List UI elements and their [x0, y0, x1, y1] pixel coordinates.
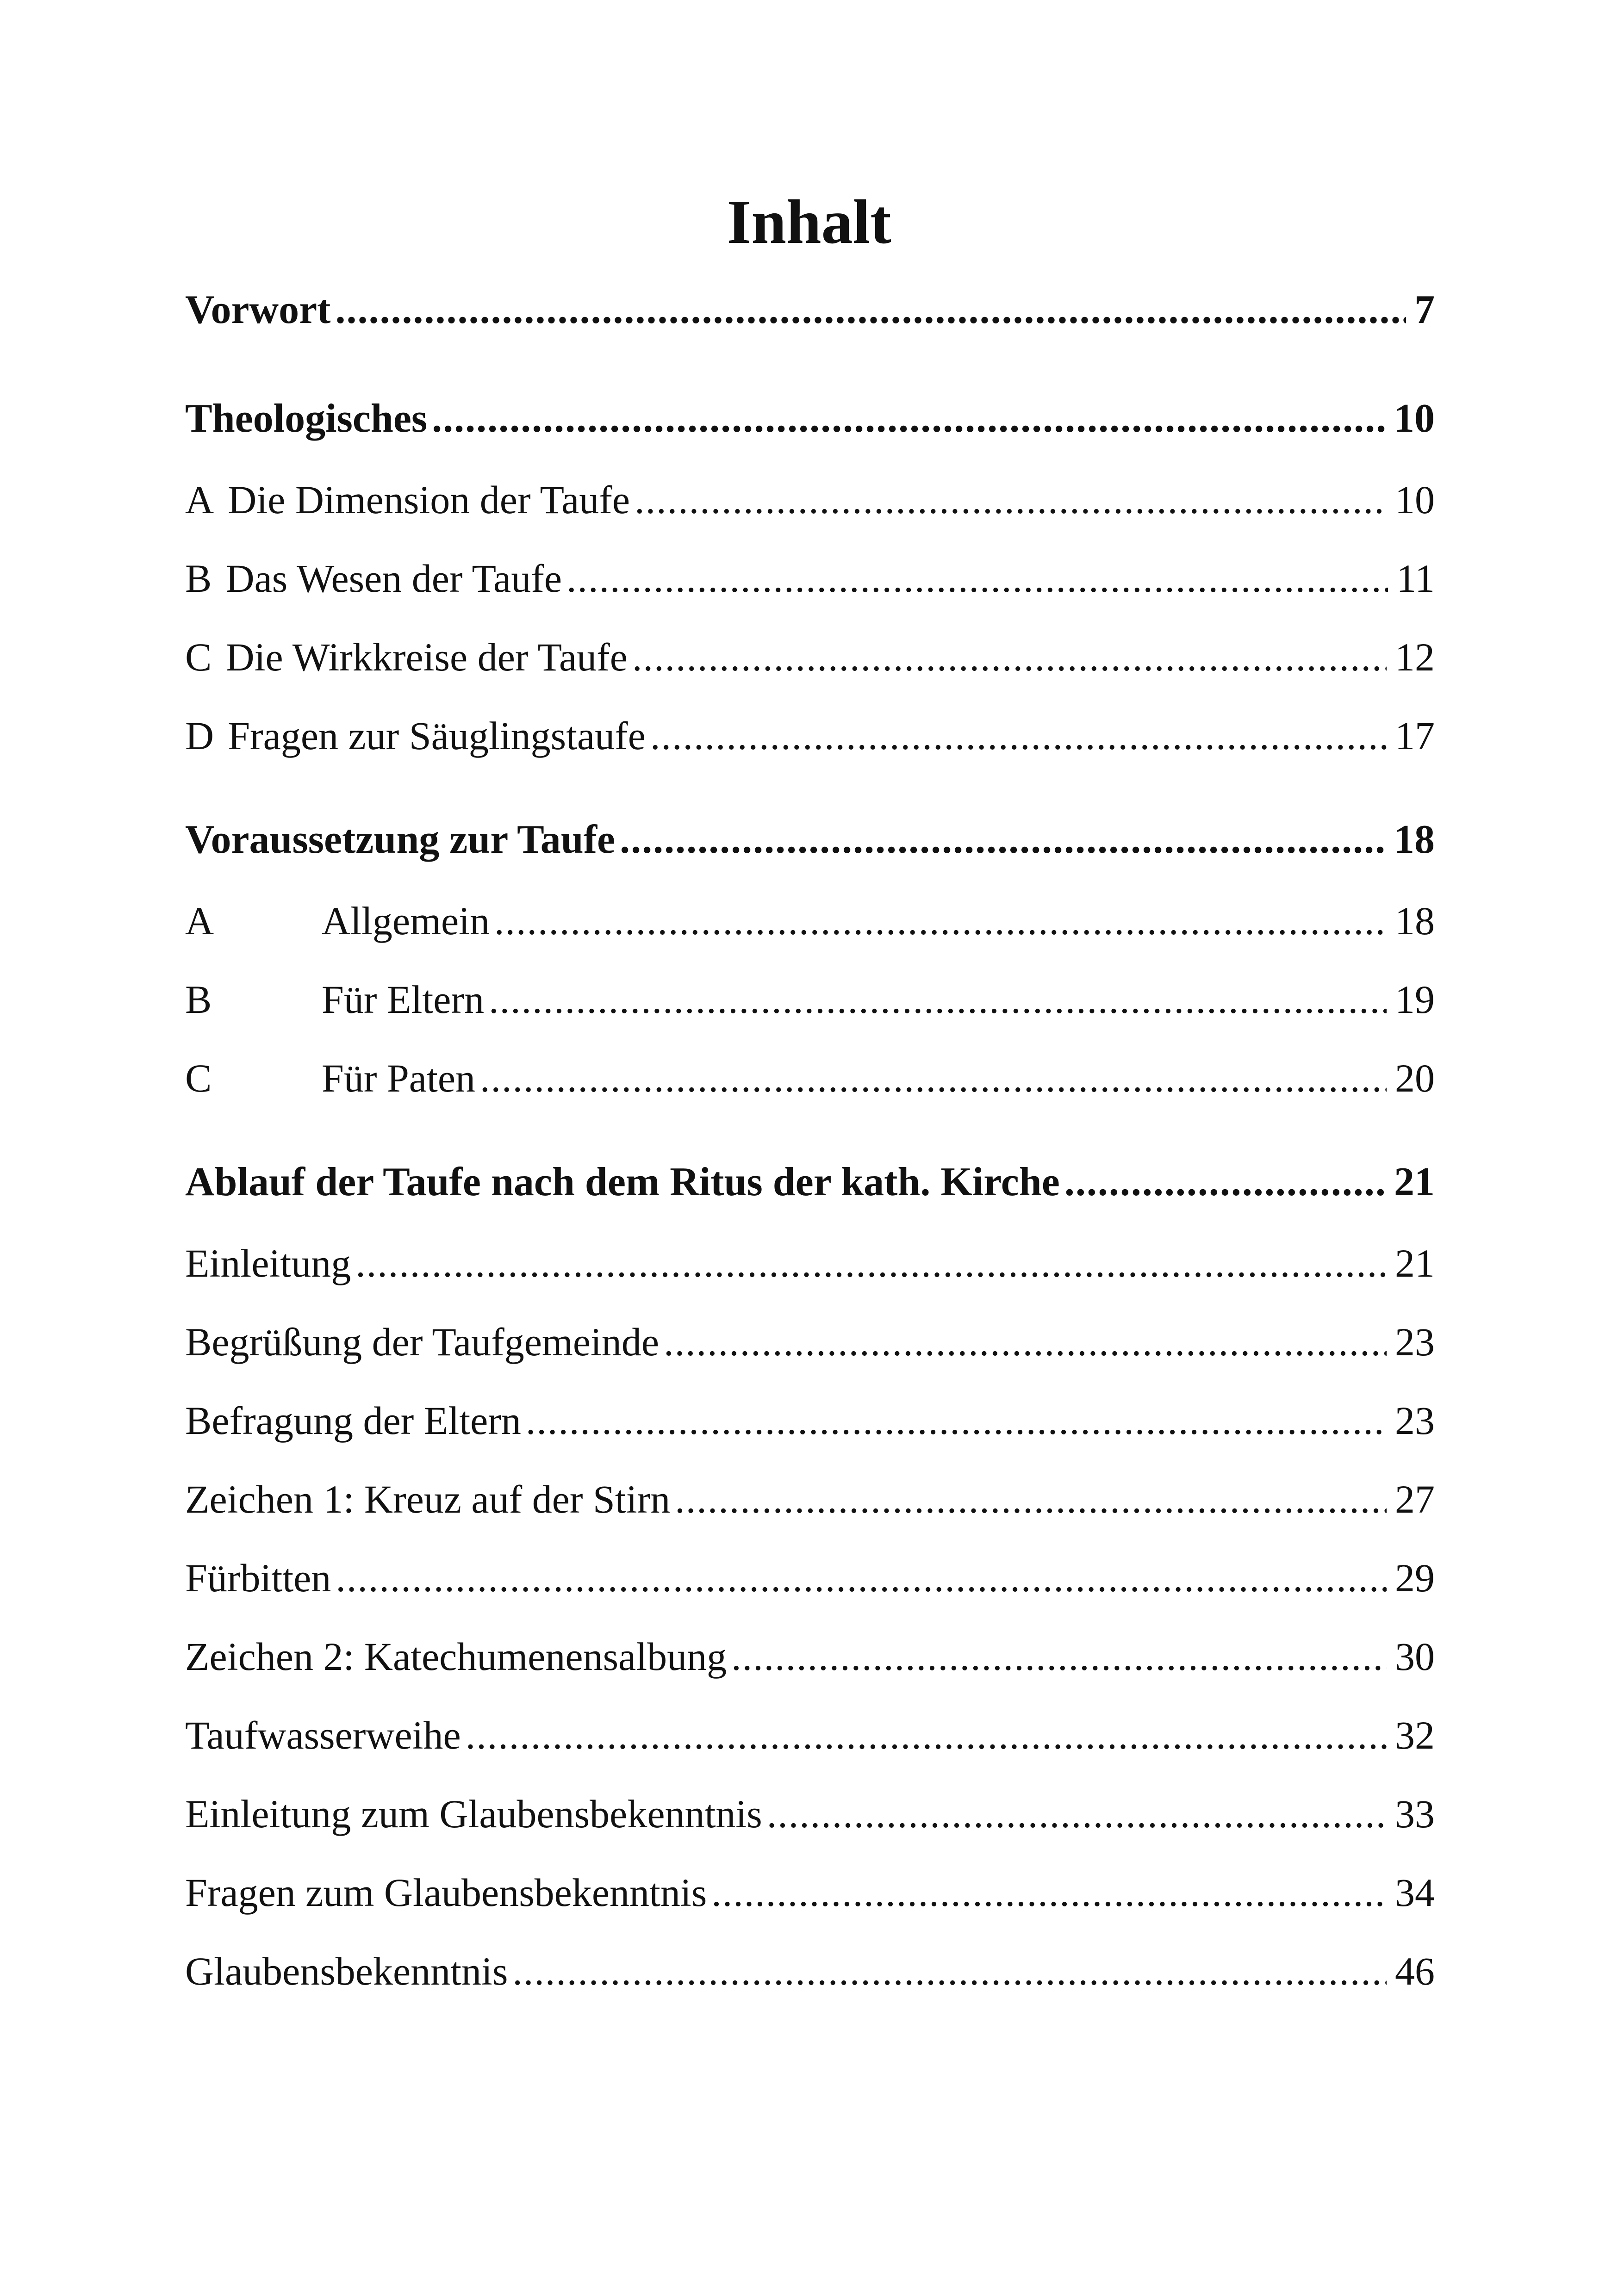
toc-item[interactable] [185, 1050, 1435, 1106]
toc-item[interactable] [185, 1865, 1435, 1920]
toc-item-text [185, 551, 562, 606]
toc-page-number: 23 [1395, 1398, 1435, 1443]
toc-item-label: Die Wirkkreise der Taufe [225, 635, 628, 679]
toc-item[interactable] [185, 972, 1435, 1027]
toc-section-theologisches[interactable] [185, 391, 1435, 447]
toc-leader-dots [1064, 1154, 1386, 1210]
toc-leader-dots [336, 1550, 1387, 1606]
toc-page-number: 23 [1395, 1320, 1435, 1364]
toc-item-label: Begrüßung der Taufgemeinde [185, 1320, 660, 1364]
page-title: Inhalt [727, 187, 891, 257]
toc-leader-dots [731, 1629, 1387, 1684]
toc-item[interactable] [185, 472, 1435, 527]
toc-section-voraussetzung[interactable] [185, 812, 1435, 868]
toc-item[interactable] [185, 1393, 1435, 1448]
toc-item[interactable] [185, 1235, 1435, 1291]
toc-leader-dots [489, 972, 1387, 1027]
toc-leader-dots [335, 282, 1406, 338]
toc-item-label: Allgemein [322, 899, 490, 943]
toc-item-label: Zeichen 1: Kreuz auf der Stirn [185, 1477, 671, 1521]
toc-leader-dots [711, 1865, 1387, 1920]
toc-item-text [185, 472, 630, 527]
toc-section-label: Ablauf der Taufe nach dem Ritus der kath. Kirche [185, 1160, 1060, 1204]
toc-section-label: Theologisches [185, 396, 428, 441]
toc-item-text [185, 629, 628, 685]
toc-page-number: 27 [1395, 1477, 1435, 1521]
toc-page-number: 17 [1395, 714, 1435, 758]
toc-item-label: Fragen zur Säuglingstaufe [228, 714, 646, 758]
toc-item[interactable] [185, 551, 1435, 606]
toc-item-text [185, 893, 490, 949]
toc-item-text [185, 972, 484, 1027]
toc-item-label: Die Dimension der Taufe [228, 478, 630, 522]
toc-section-ablauf[interactable] [185, 1154, 1435, 1210]
toc-item-label: Das Wesen der Taufe [225, 556, 562, 601]
toc-page-number: 10 [1395, 478, 1435, 522]
toc-leader-dots [466, 1707, 1387, 1763]
toc-item-label: Befragung der Eltern [185, 1398, 521, 1443]
toc-item-letter: A [185, 899, 214, 943]
toc-item-text [185, 1050, 475, 1106]
toc-item[interactable] [185, 1314, 1435, 1370]
toc-page-number: 33 [1395, 1792, 1435, 1836]
toc-leader-dots [664, 1314, 1387, 1370]
toc-item[interactable] [185, 1943, 1435, 1999]
toc-leader-dots [675, 1471, 1387, 1527]
toc-item-label: Glaubensbekenntnis [185, 1949, 508, 1993]
toc-leader-dots [432, 391, 1386, 447]
toc-section-vorwort[interactable] [185, 282, 1435, 338]
toc-leader-dots [480, 1050, 1387, 1106]
toc-item[interactable] [185, 708, 1435, 763]
toc-item[interactable] [185, 1629, 1435, 1684]
toc-page-number: 30 [1395, 1634, 1435, 1679]
toc-page-number: 10 [1394, 396, 1435, 441]
toc-item-letter: C [185, 1056, 212, 1100]
toc-page-number: 21 [1394, 1160, 1435, 1204]
toc-item-letter: A [185, 478, 214, 522]
toc-item[interactable] [185, 1471, 1435, 1527]
toc-leader-dots [526, 1393, 1387, 1448]
toc-page-number: 11 [1396, 556, 1435, 601]
toc-leader-dots [494, 893, 1387, 949]
toc-item-label: Für Eltern [322, 977, 485, 1022]
toc-page-number: 29 [1395, 1556, 1435, 1600]
toc-item[interactable] [185, 629, 1435, 685]
toc-item-label: Einleitung zum Glaubensbekenntnis [185, 1792, 762, 1836]
toc-item[interactable] [185, 893, 1435, 949]
toc-item-letter: B [185, 977, 212, 1022]
toc-page-number: 20 [1395, 1056, 1435, 1100]
toc-leader-dots [767, 1786, 1387, 1842]
toc-leader-dots [620, 812, 1386, 868]
toc-item-letter: B [185, 556, 212, 601]
toc-page-number: 18 [1394, 817, 1435, 862]
toc-leader-dots [635, 472, 1387, 527]
toc-page-number: 19 [1395, 977, 1435, 1022]
toc-page-number: 34 [1395, 1870, 1435, 1915]
toc-item-label: Für Paten [322, 1056, 476, 1100]
toc-item-text [185, 708, 646, 763]
toc-item-label: Taufwasserweihe [185, 1713, 461, 1757]
toc-item-label: Zeichen 2: Katechumenensalbung [185, 1634, 727, 1679]
toc-item-label: Fragen zum Glaubensbekenntnis [185, 1870, 707, 1915]
toc-item-letter: C [185, 635, 212, 679]
toc-page-number: 18 [1395, 899, 1435, 943]
toc-page-number: 46 [1395, 1949, 1435, 1993]
toc-section-label: Voraussetzung zur Taufe [185, 817, 616, 862]
toc-item-letter: D [185, 714, 214, 758]
toc-page-number: 21 [1395, 1241, 1435, 1285]
toc-item[interactable] [185, 1786, 1435, 1842]
toc-item[interactable] [185, 1550, 1435, 1606]
toc-leader-dots [355, 1235, 1387, 1291]
toc-leader-dots [650, 708, 1387, 763]
toc-item[interactable] [185, 1707, 1435, 1763]
toc-leader-dots [632, 629, 1387, 685]
toc-item-label: Einleitung [185, 1241, 351, 1285]
toc-page-number: 7 [1414, 287, 1435, 332]
toc-page-number: 32 [1395, 1713, 1435, 1757]
toc-section-label: Vorwort [185, 287, 331, 332]
toc-page-number: 12 [1395, 635, 1435, 679]
toc-leader-dots [512, 1943, 1387, 1999]
toc-leader-dots [566, 551, 1388, 606]
toc-item-label: Fürbitten [185, 1556, 331, 1600]
